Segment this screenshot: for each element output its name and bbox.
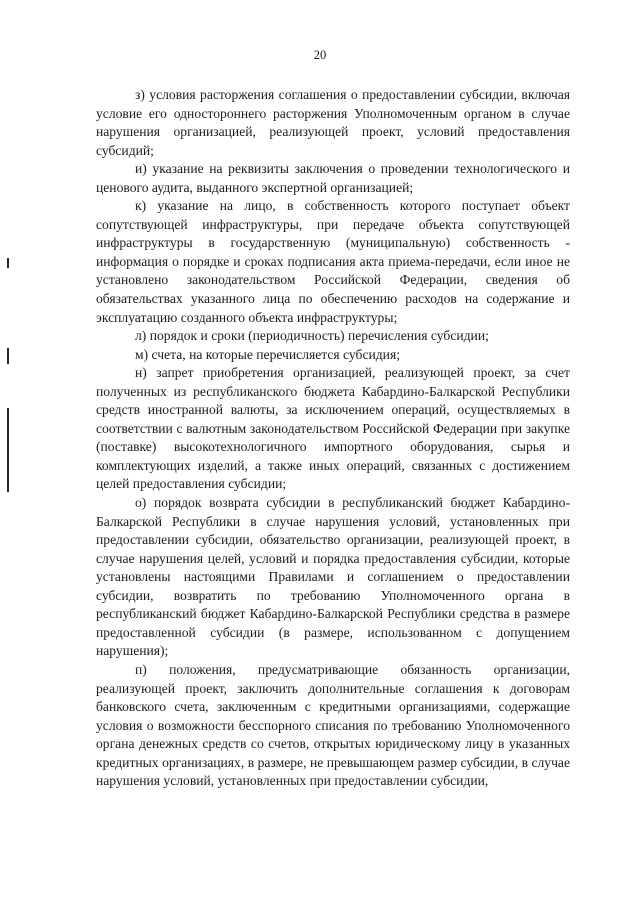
paragraph-l: л) порядок и сроки (периодичность) перечисления субсидии; bbox=[135, 328, 489, 344]
document-body bbox=[96, 86, 570, 791]
page-number: 20 bbox=[313, 48, 327, 62]
paragraph-n: н) запрет приобретения организацией, реализующей проект, за счет полученных из республиканского бюджета Кабардино-Балкарской Республики средств иностранной валюты, за исключением операций, осуществляемых в соответствии с валютным законодательством Российской Федерации при закупке (поставке) высокотехнологичного импортного оборудования, сырья и комплектующих изделий, а также иных операций, связанных с достижением целей предоставления субсидии; bbox=[96, 365, 570, 492]
paragraph-z: з) условия расторжения соглашения о предоставлении субсидии, включая условие его одностороннего расторжения Уполномоченным органом в случае нарушения организацией, реализующей проект, условий предоставления субсидий; bbox=[96, 87, 570, 158]
paragraph-m: м) счета, на которые перечисляется субсидия; bbox=[135, 346, 400, 362]
paragraph-o: о) порядок возврата субсидии в республиканский бюджет Кабардино-Балкарской Республики в случае нарушения условий, установленных при предоставлении субсидии, обязательство организации, реализующей проект, в случае нарушения целей, условий и порядка предоставления субсидии, которые установлены настоящими Правилами и соглашением о предоставлении субсидии, возвратить по требованию Уполномоченного органа в республиканский бюджет Кабардино-Балкарской Республики средства в размере предоставленной субсидии (в размере, использованном с допущением нарушения); bbox=[96, 495, 570, 659]
paragraph-p: п) положения, предусматривающие обязанность организации, реализующей проект, заключить дополнительные соглашения к договорам банковского счета, заключенным с кредитными организациями, содержащие условия о возможности бесспорного списания по требованию Уполномоченного органа денежных средств со счетов, открытых юридическому лицу в указанных кредитных организациях, в размере, не превышающем размер субсидии, в случае нарушения условий, установленных при предоставлении субсидии, bbox=[96, 661, 570, 789]
margin-scan-mark bbox=[7, 408, 9, 492]
paragraph-i: и) указание на реквизиты заключения о проведении технологического и ценового аудита, выданного экспертной организацией; bbox=[96, 161, 570, 195]
paragraph-k: к) указание на лицо, в собственность которого поступает объект сопутствующей инфраструктуры, при передаче объекта сопутствующей инфраструктуры в государственную (муниципальную) собственность - информация о порядке и сроках подписания акта приема-передачи, если иное не установлено законодательством Российской Федерации, сведения об обязательствах указанного лица по обеспечению расходов на содержание и эксплуатацию созданного объекта инфраструктуры; bbox=[96, 198, 570, 325]
margin-scan-mark bbox=[7, 348, 9, 364]
margin-scan-mark bbox=[7, 258, 9, 268]
